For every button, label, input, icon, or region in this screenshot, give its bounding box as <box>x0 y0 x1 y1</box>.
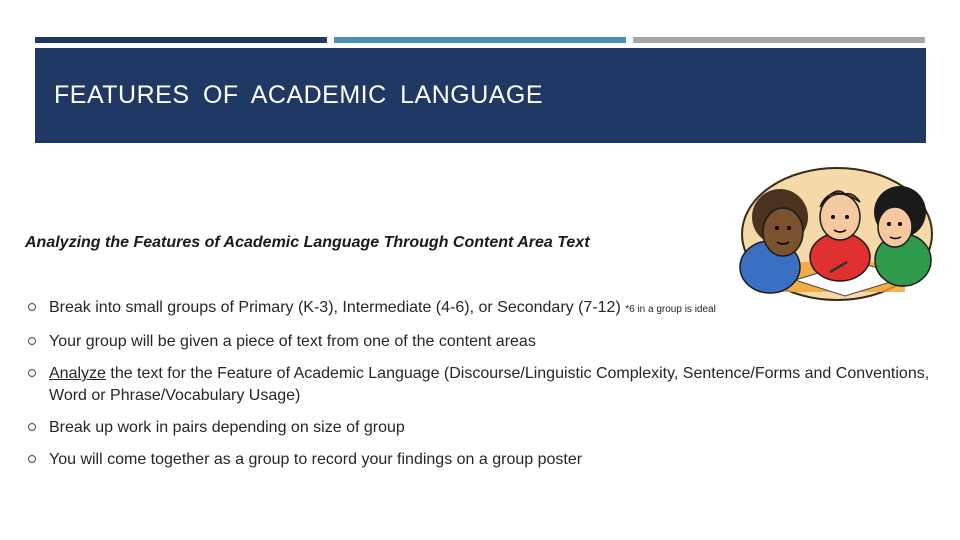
bullet-item-text <box>28 331 943 353</box>
hollow-circle-bullet-icon <box>28 423 36 431</box>
slide-subtitle: Analyzing the Features of Academic Language Through Content Area Text <box>25 234 590 251</box>
bullet-text: You will come together as a group to record your findings on a group poster <box>49 451 583 468</box>
hollow-circle-bullet-icon <box>28 369 36 377</box>
bullet-item-groups <box>28 297 943 321</box>
bullet-text: Break into small groups of Primary (K-3), Intermediate (4-6), or Secondary (7-12) <box>49 299 621 316</box>
hollow-circle-bullet-icon <box>28 337 36 345</box>
title-band <box>35 48 926 143</box>
accent-bar-blue <box>334 37 626 43</box>
accent-bar-gray <box>633 37 925 43</box>
bullet-list <box>28 297 943 481</box>
bullet-text: the text for the Feature of Academic Language (Discourse/Linguistic Complexity, Sentence/Forms and Conventions, Word or Phrase/Vocabulary Usage) <box>49 365 930 404</box>
accent-bar-dark <box>35 37 327 43</box>
bullet-text: Your group will be given a piece of text from one of the content areas <box>49 333 536 350</box>
bullet-item-poster <box>28 449 943 471</box>
bullet-item-pairs <box>28 417 943 439</box>
bullet-text: Break up work in pairs depending on size of group <box>49 419 405 436</box>
hollow-circle-bullet-icon <box>28 303 36 311</box>
children-illustration <box>735 162 935 302</box>
hollow-circle-bullet-icon <box>28 455 36 463</box>
group-size-note: *6 in a group is ideal <box>625 304 716 315</box>
bullet-item-analyze <box>28 363 943 407</box>
analyze-keyword: Analyze <box>49 365 106 382</box>
slide-title: FEATURES OF ACADEMIC LANGUAGE <box>54 81 544 109</box>
